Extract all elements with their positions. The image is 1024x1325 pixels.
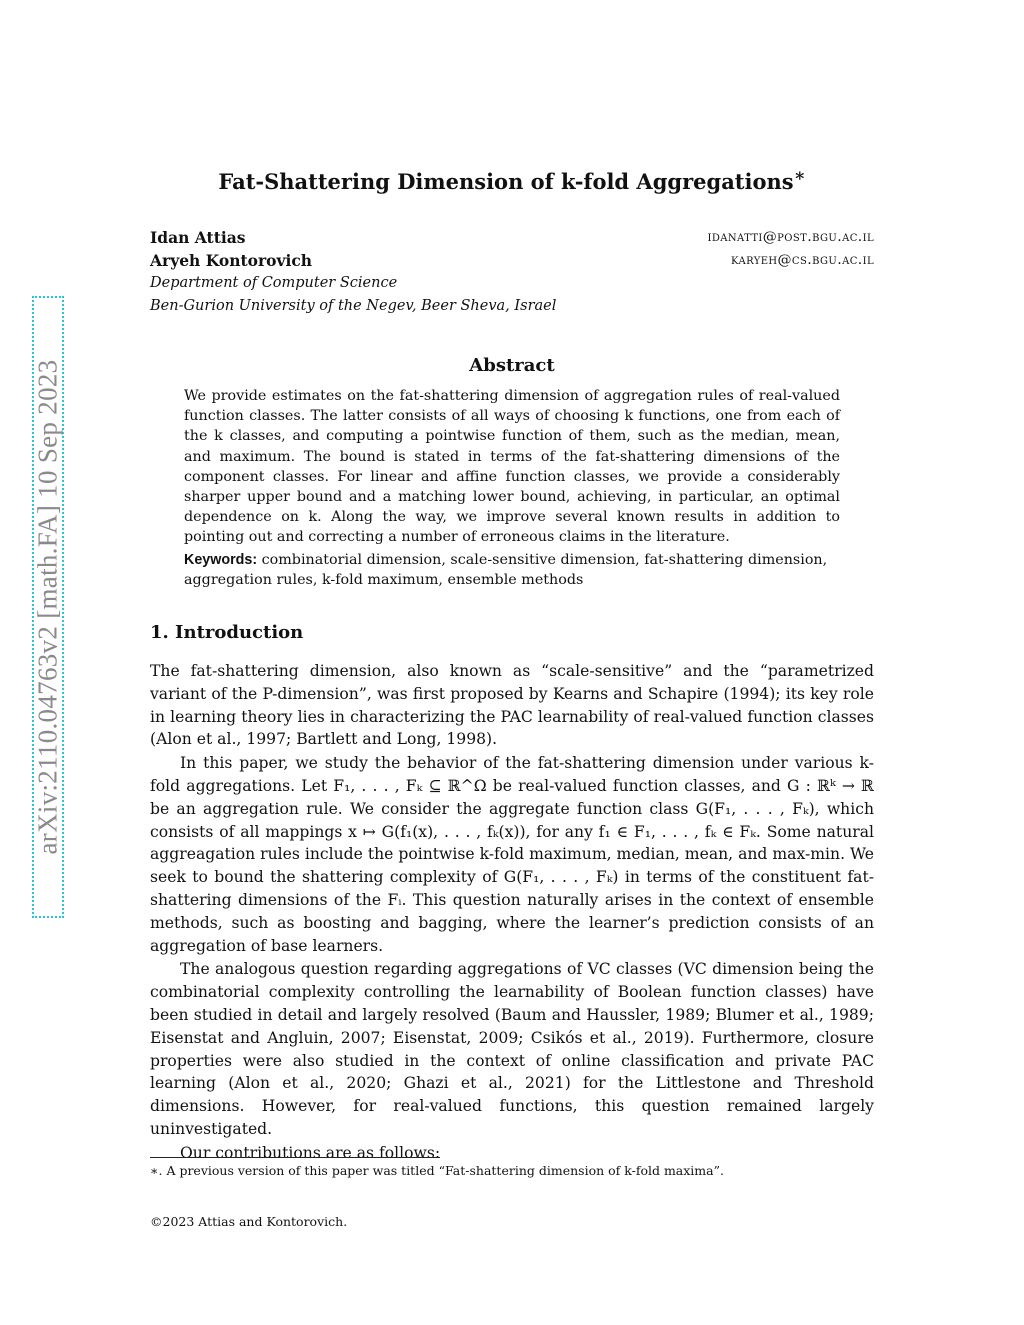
author-name: Aryeh Kontorovich: [150, 251, 313, 270]
keywords-label: Keywords:: [184, 552, 258, 568]
paper-title: [0, 166, 1024, 194]
section-body: [150, 660, 874, 1166]
arxiv-stamp: [32, 296, 64, 918]
author-email: karyeh@cs.bgu.ac.il: [731, 252, 874, 268]
title-text: Fat-Shattering Dimension of k-fold Aggregations: [218, 169, 794, 194]
paragraph: The fat-shattering dimension, also known as “scale-sensitive” and the “parametrized variant of the P-dimension”, was first proposed by Kearns and Schapire (1994); its key role in learning theory lies in characterizing the PAC learnability of real-valued function classes (Alon et al., 1997; Bartlett and Long, 1998).: [150, 662, 874, 749]
footnote-divider: [150, 1157, 440, 1158]
footnote: ∗. A previous version of this paper was titled “Fat-shattering dimension of k-fold maxima”.: [150, 1163, 724, 1178]
keywords-list: combinatorial dimension, scale-sensitive dimension, fat-shattering dimension, aggregation rules, k-fold maximum, ensemble methods: [184, 552, 828, 589]
abstract-heading: Abstract: [469, 355, 555, 376]
keywords: [184, 550, 840, 590]
author-name: Idan Attias: [150, 228, 246, 247]
paragraph: In this paper, we study the behavior of the fat-shattering dimension under various k-fold aggregations. Let F₁, . . . , Fₖ ⊆ ℝ^Ω be real-valued function classes, and G : ℝᵏ → ℝ be an aggregation rule. We consider the aggregate function class G(F₁, . . . , Fₖ), which consists of all mappings x ↦ G(f₁(x), . . . , fₖ(x)), for any f₁ ∈ F₁, . . . , fₖ ∈ Fₖ. Some natural aggreagation rules include the pointwise k-fold maximum, median, mean, and max-min. We seek to bound the shattering complexity of G(F₁, . . . , Fₖ) in terms of the constituent fat-shattering dimensions of the Fᵢ. This question naturally arises in the context of ensemble methods, such as boosting and bagging, where the learner’s prediction consists of an aggregation of base learners.: [150, 754, 874, 955]
copyright: ©2023 Attias and Kontorovich.: [150, 1214, 348, 1229]
author-block: [150, 226, 874, 318]
arxiv-id: arXiv:2110.04763v2 [math.FA] 10 Sep 2023: [32, 359, 63, 855]
abstract-text: We provide estimates on the fat-shattering dimension of aggregation rules of real-valued function classes. The latter consists of all ways of choosing k functions, one from each of the k classes, and computing a pointwise function of them, such as the median, mean, and maximum. The bound is stated in terms of the fat-shattering dimensions of the component classes. For linear and affine function classes, we provide a considerably sharper upper bound and a matching lower bound, achieving, in particular, an optimal dependence on k. Along the way, we improve several known results in addition to pointing out and correcting a number of erroneous claims in the literature.: [184, 388, 840, 546]
author-row: [150, 226, 874, 249]
section-heading: 1. Introduction: [150, 622, 304, 643]
paragraph: The analogous question regarding aggregations of VC classes (VC dimension being the combinatorial complexity controlling the learnability of Boolean function classes) have been studied in detail and largely resolved (Baum and Haussler, 1989; Blumer et al., 1989; Eisenstat and Angluin, 2007; Eisenstat, 2009; Csikós et al., 2019). Furthermore, closure properties were also studied in the context of online classification and private PAC learning (Alon et al., 2020; Ghazi et al., 2021) for the Littlestone and Threshold dimensions. However, for real-valued functions, this question remained largely uninvestigated.: [150, 960, 874, 1138]
author-email: idanatti@post.bgu.ac.il: [707, 229, 874, 245]
author-row: [150, 249, 874, 272]
university: Ben-Gurion University of the Negev, Beer Sheva, Israel: [150, 298, 557, 314]
paragraph: Our contributions are as follows:: [180, 1143, 441, 1162]
department: Department of Computer Science: [150, 275, 398, 291]
title-footnote-mark: ∗: [793, 166, 806, 186]
